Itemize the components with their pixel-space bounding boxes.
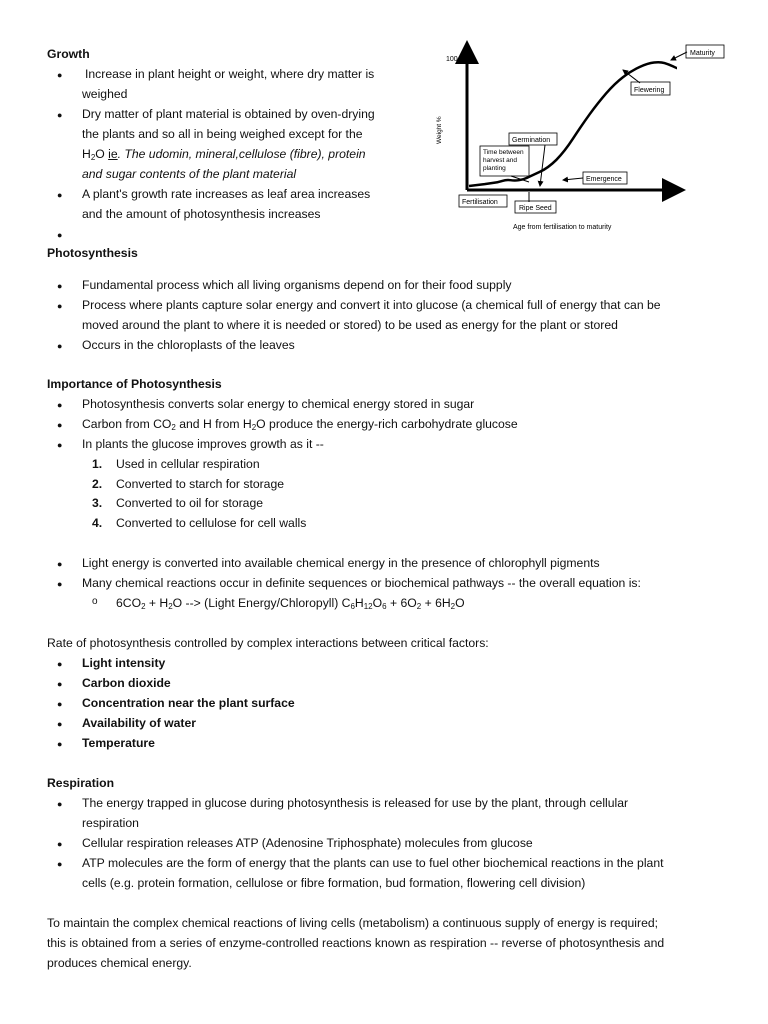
factor-co2: Carbon dioxide	[82, 676, 171, 690]
bullet: ●	[57, 110, 63, 120]
importance-b2: Carbon from $CO_2$ and H from $H_2O$ produce the energy-rich carbohydrate glucose	[82, 417, 518, 432]
bullet: ●	[57, 301, 63, 311]
factor-light: Light intensity	[82, 656, 166, 670]
svg-text:Time between: Time between	[483, 149, 524, 156]
bullet: ●	[57, 70, 63, 80]
bullet: ●	[57, 440, 63, 450]
growth-b2-l1: Dry matter of plant material is obtained by oven-drying	[82, 107, 375, 121]
svg-text:Maturity: Maturity	[690, 50, 715, 57]
factor-water: Availability of water	[82, 716, 197, 730]
bullet: ●	[57, 559, 63, 569]
sub-bullet: o	[92, 596, 98, 607]
importance-b5: Many chemical reactions occur in definite sequences or biochemical pathways -- the overall equation is:	[82, 576, 641, 590]
photo-b1: Fundamental process which all living organisms depend on for their food supply	[82, 278, 512, 292]
ie-abbrev: ie	[108, 147, 118, 161]
growth-b3-l1: A plant's growth rate increases as leaf area increases	[82, 187, 371, 201]
list-number: 3.	[92, 496, 103, 510]
bullet: ●	[57, 679, 63, 689]
photo-b2-l1: Process where plants capture solar energy and convert it into glucose (a chemical full of energy that can be	[82, 298, 661, 312]
importance-b1: Photosynthesis converts solar energy to chemical energy stored in sugar	[82, 397, 475, 411]
y-axis-label: Weight %	[436, 116, 443, 144]
label-fertilisation	[459, 195, 507, 207]
bullet: ●	[57, 281, 63, 291]
photosynthesis-equation: $6CO_2 + H_2O$ --> (Light Energy/Chloropyll) $C_6H_{12}O_6 + 6O_2 + 6H_2O$	[116, 596, 465, 611]
growth-b1-l2: weighed	[82, 87, 128, 101]
bullet: ●	[57, 341, 63, 351]
list-number: 4.	[92, 516, 103, 530]
label-emergence	[583, 172, 627, 184]
list-item: Converted to oil for storage	[116, 496, 264, 510]
bullet: ●	[57, 739, 63, 749]
list-item: Converted to starch for storage	[116, 477, 285, 491]
bullet: ●	[57, 579, 63, 589]
y-tick-100: 100	[446, 56, 458, 63]
svg-text:Flewering: Flewering	[634, 87, 665, 94]
bullet: ●	[57, 190, 63, 200]
list-number: 1.	[92, 457, 103, 471]
growth-b2-l2: the plants and so all in being weighed except for the	[82, 127, 363, 141]
importance-heading: Importance of Photosynthesis	[47, 377, 222, 391]
bullet: ●	[57, 839, 63, 849]
closing-l3: produces chemical energy.	[47, 956, 192, 970]
respiration-heading: Respiration	[47, 776, 115, 790]
label-ripe-seed	[515, 201, 556, 213]
importance-b4: Light energy is converted into available chemical energy in the presence of chlorophyll pigments	[82, 556, 600, 570]
bullet: ●	[57, 420, 63, 430]
bullet-empty: ●	[57, 230, 63, 240]
closing-l2: this is obtained from a series of enzyme-controlled reactions known as respiration -- reverse of photosynthesis and	[47, 936, 665, 950]
svg-text:Fertilisation: Fertilisation	[462, 199, 498, 206]
svg-text:planting: planting	[483, 165, 506, 172]
x-axis-label: Age from fertilisation to maturity	[513, 224, 612, 231]
resp-b1-l2: respiration	[82, 816, 139, 830]
photo-b3: Occurs in the chloroplasts of the leaves	[82, 338, 295, 352]
bullet: ●	[57, 719, 63, 729]
resp-b2: Cellular respiration releases ATP (Adenosine Triphosphate) molecules from glucose	[82, 836, 533, 850]
closing-l1: To maintain the complex chemical reactions of living cells (metabolism) a continuous supply of energy is required;	[47, 916, 659, 930]
photosynthesis-heading: Photosynthesis	[47, 246, 138, 260]
growth-b2-l4: and sugar contents of the plant material	[82, 167, 297, 181]
photo-b2-l2: moved around the plant to where it is needed or stored) to be used as energy for the plant or stored	[82, 318, 618, 332]
label-maturity	[686, 45, 724, 58]
factor-temperature: Temperature	[82, 736, 155, 750]
bullet: ●	[57, 799, 63, 809]
svg-text:Ripe Seed: Ripe Seed	[519, 205, 552, 212]
growth-b1-l1: Increase in plant height or weight, where dry matter is	[85, 67, 375, 81]
list-item: Used in cellular respiration	[116, 457, 260, 471]
importance-b3: In plants the glucose improves growth as it --	[82, 437, 324, 451]
svg-text:harvest and: harvest and	[483, 157, 517, 164]
label-time-between	[480, 146, 529, 176]
factor-concentration: Concentration near the plant surface	[82, 696, 295, 710]
svg-text:Germination: Germination	[512, 137, 551, 144]
svg-text:Emergence: Emergence	[586, 176, 622, 183]
bullet: ●	[57, 659, 63, 669]
list-number: 2.	[92, 477, 103, 491]
label-germination	[509, 133, 557, 145]
growth-b3-l2: and the amount of photosynthesis increases	[82, 207, 321, 221]
growth-chart	[425, 40, 730, 240]
bullet: ●	[57, 400, 63, 410]
resp-b3-l1: ATP molecules are the form of energy that the plants can use to fuel other biochemical reactions in the plant	[82, 856, 664, 870]
resp-b3-l2: cells (e.g. protein formation, cellulose or fibre formation, bud formation, flowering cell division)	[82, 876, 586, 890]
growth-b2-l3: $H_2O$ ie. The udomin, mineral,cellulose (fibre), protein	[82, 147, 366, 162]
growth-heading: Growth	[47, 47, 90, 61]
label-flowering	[631, 82, 670, 95]
bullet: ●	[57, 859, 63, 869]
resp-b1-l1: The energy trapped in glucose during photosynthesis is released for use by the plant, through cellular	[82, 796, 629, 810]
bullet: ●	[57, 699, 63, 709]
list-item: Converted to cellulose for cell walls	[116, 516, 307, 530]
rate-heading: Rate of photosynthesis controlled by complex interactions between critical factors:	[47, 636, 489, 650]
